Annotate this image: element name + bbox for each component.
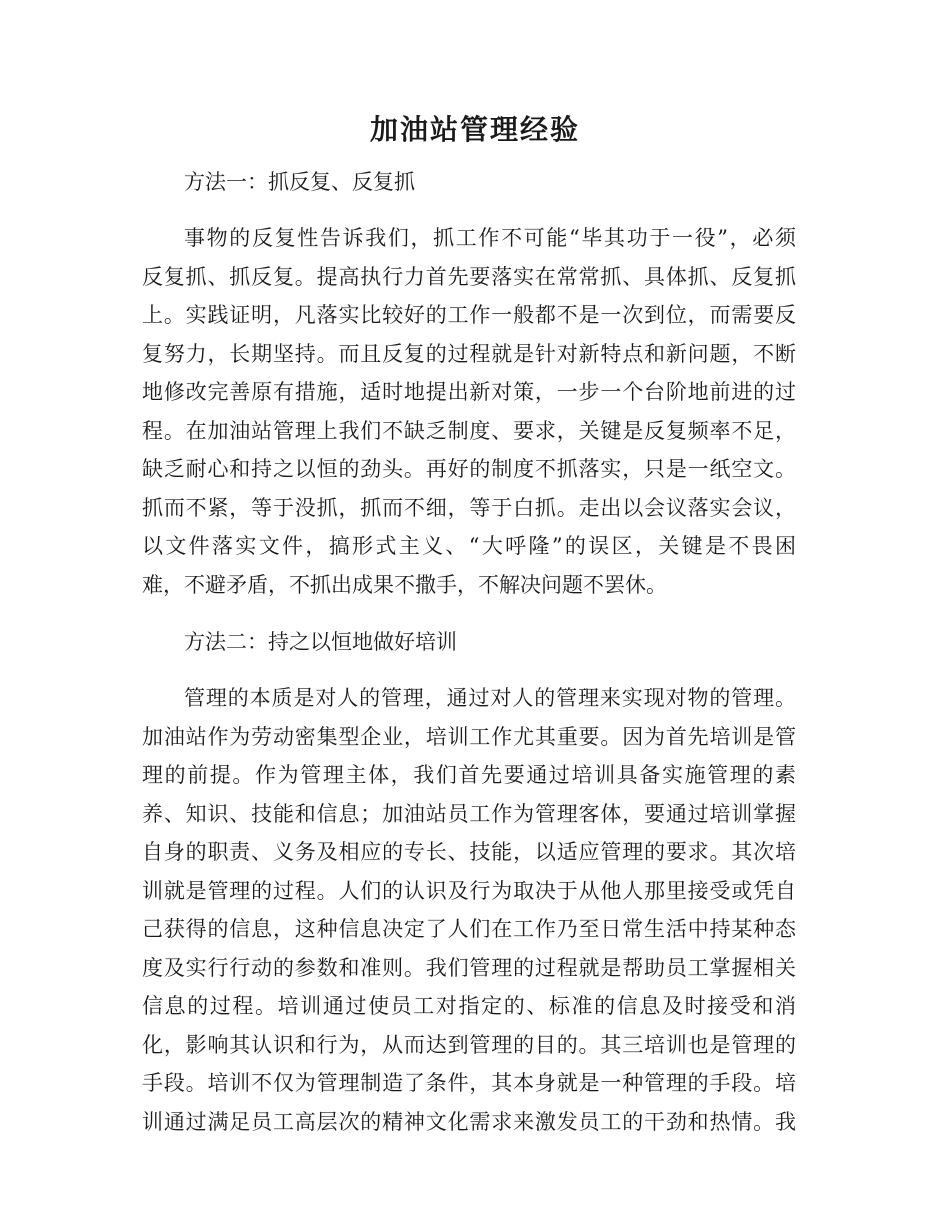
- section-1-paragraph: [142, 219, 796, 604]
- paragraph-line: 上。实践证明，凡落实比较好的工作一般都不是一次到位，而需要反: [142, 303, 796, 327]
- section-heading-1: 方法一：抓反复、反复抓: [184, 170, 415, 194]
- paragraph-line: 自身的职责、义务及相应的专长、技能，以适应管理的要求。其次培: [142, 840, 796, 864]
- paragraph-line: 度及实行行动的参数和准则。我们管理的过程就是帮助员工掌握相关: [142, 955, 796, 980]
- paragraph-line: 化，影响其认识和行为，从而达到管理的目的。其三培训也是管理的: [142, 1032, 796, 1057]
- section-2-paragraph: [142, 679, 796, 1141]
- paragraph-line: 训通过满足员工高层次的精神文化需求来激发员工的干劲和热情。我: [142, 1109, 796, 1134]
- document-body: [142, 163, 796, 1141]
- paragraph-line: 手段。培训不仅为管理制造了条件，其本身就是一种管理的手段。培: [142, 1071, 796, 1095]
- paragraph-line: 训就是管理的过程。人们的认识及行为取决于从他人那里接受或凭自: [142, 878, 796, 903]
- paragraph-line: 反复抓、抓反复。提高执行力首先要落实在常常抓、具体抓、反复抓: [142, 264, 796, 289]
- document-title: 加油站管理经验: [369, 113, 580, 146]
- paragraph-line: 难，不避矛盾，不抓出成果不撒手，不解决问题不罢休。: [142, 572, 667, 597]
- paragraph-line: 缺乏耐心和持之以恒的劲头。再好的制度不抓落实，只是一纸空文。: [142, 457, 796, 481]
- section-heading-2: 方法二：持之以恒地做好培训: [184, 630, 457, 654]
- paragraph-line: 管理的本质是对人的管理，通过对人的管理来实现对物的管理。: [184, 686, 796, 710]
- paragraph-line: 抓而不紧，等于没抓，抓而不细，等于白抓。走出以会议落实会议，: [142, 495, 796, 520]
- paragraph-line: 复努力，长期坚持。而且反复的过程就是针对新特点和新问题，不断: [142, 341, 796, 366]
- paragraph-line: 事物的反复性告诉我们，抓工作不可能“毕其功于一役”，必须: [184, 226, 796, 250]
- paragraph-line: 地修改完善原有措施，适时地提出新对策，一步一个台阶地前进的过: [142, 380, 796, 404]
- paragraph-line: 加油站作为劳动密集型企业，培训工作尤其重要。因为首先培训是管: [142, 724, 796, 749]
- paragraph-line: 以文件落实文件，搞形式主义、“大呼隆”的误区，关键是不畏困: [142, 534, 796, 558]
- paragraph-line: 理的前提。作为管理主体，我们首先要通过培训具备实施管理的素: [142, 763, 796, 787]
- paragraph-line: 己获得的信息，这种信息决定了人们在工作乃至日常生活中持某种态: [142, 917, 796, 941]
- paragraph-line: 信息的过程。培训通过使员工对指定的、标准的信息及时接受和消: [142, 994, 796, 1018]
- paragraph-line: 程。在加油站管理上我们不缺乏制度、要求，关键是反复频率不足，: [142, 418, 796, 443]
- paragraph-line: 养、知识、技能和信息；加油站员工作为管理客体，要通过培训掌握: [142, 801, 796, 826]
